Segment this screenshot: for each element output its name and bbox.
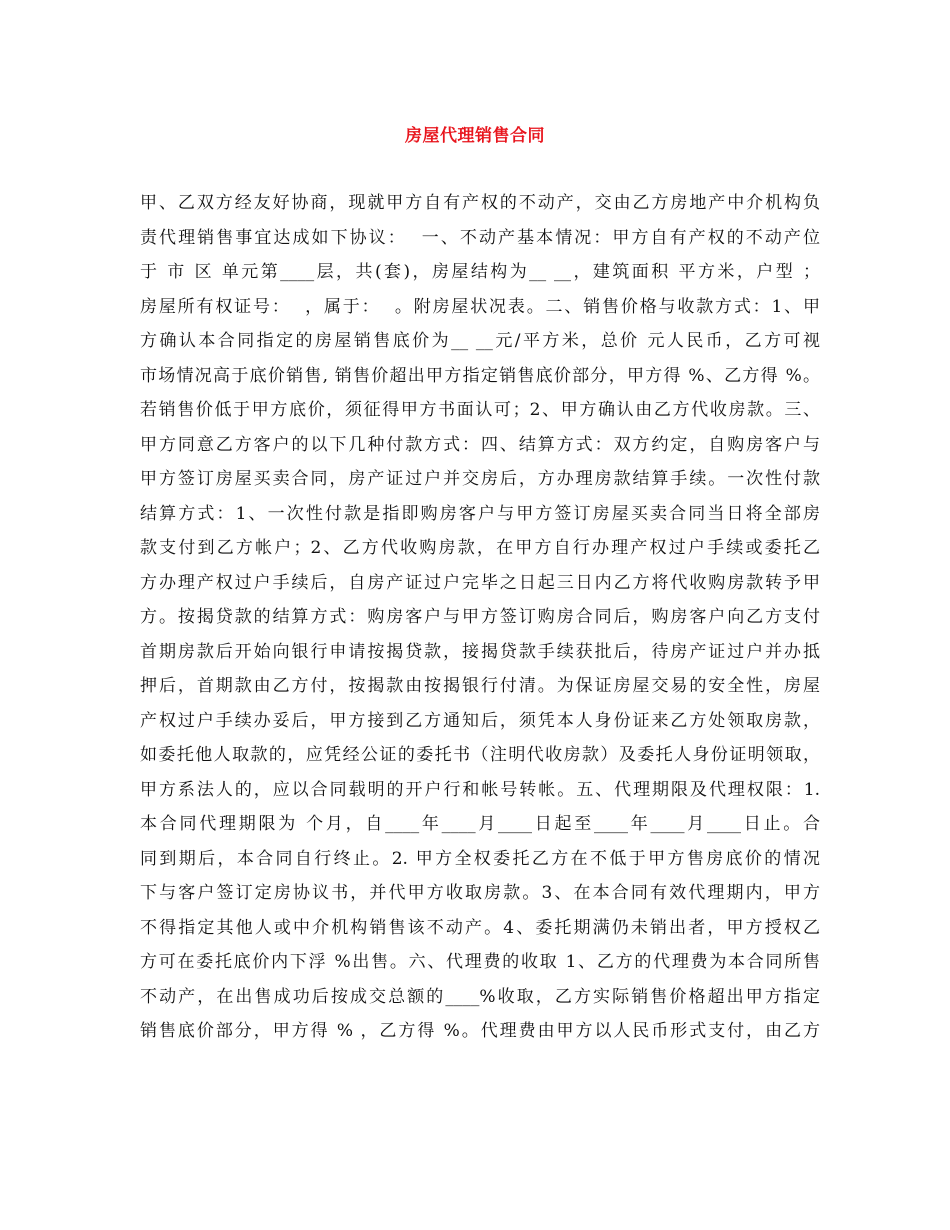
document-title: 房屋代理销售合同: [405, 126, 545, 146]
body-line: 首期房款后开始向银行申请按揭贷款，接揭贷款手续获批后，待房产证过户并办抵: [140, 641, 820, 662]
body-line: 于 市 区 单元第____层，共(套)，房屋结构为__ __，建筑面积 平方米，户型 ；: [140, 262, 820, 282]
body-line: 如委托他人取款的，应凭经公证的委托书（注明代收房款）及委托人身份证明领取，: [140, 745, 820, 765]
body-line: 房屋所有权证号： ，属于： 。附房屋状况表。二、销售价格与收款方式：1、甲: [140, 296, 820, 317]
body-line: 方办理产权过户手续后，自房产证过户完毕之日起三日内乙方将代收购房款转予甲: [140, 572, 820, 593]
body-line: 方可在委托底价内下浮 %出售。六、代理费的收取 1、乙方的代理费为本合同所售: [140, 952, 820, 972]
body-line: 方确认本合同指定的房屋销售底价为__ __元/平方米，总价 元人民币，乙方可视: [140, 331, 820, 351]
body-line: 同到期后，本合同自行终止。2. 甲方全权委托乙方在不低于甲方售房底价的情况: [140, 848, 820, 869]
body-line: 甲方签订房屋买卖合同，房产证过户并交房后，方办理房款结算手续。一次性付款: [140, 469, 820, 489]
body-line: 甲方系法人的，应以合同载明的开户行和帐号转帐。五、代理期限及代理权限：1.: [140, 779, 820, 800]
body-line: 甲、乙双方经友好协商，现就甲方自有产权的不动产，交由乙方房地产中介机构负: [140, 193, 820, 213]
body-line: 销售底价部分，甲方得 % ，乙方得 %。代理费由甲方以人民币形式支付，由乙方: [140, 1021, 820, 1041]
body-line: 不得指定其他人或中介机构销售该不动产。4、委托期满仍未销出者，甲方授权乙: [140, 917, 820, 938]
body-line: 责代理销售事宜达成如下协议： 一、不动产基本情况：甲方自有产权的不动产位: [140, 227, 820, 248]
body-line: 甲方同意乙方客户的以下几种付款方式：四、结算方式：双方约定，自购房客户与: [140, 434, 820, 455]
body-line: 押后，首期款由乙方付，按揭款由按揭银行付清。为保证房屋交易的安全性，房屋: [140, 676, 820, 696]
contract-body: [140, 191, 820, 1054]
body-line: 产权过户手续办妥后，甲方接到乙方通知后，须凭本人身份证来乙方处领取房款，: [140, 710, 820, 731]
body-line: 市场情况高于底价销售, 销售价超出甲方指定销售底价部分，甲方得 %、乙方得 %。: [140, 365, 820, 386]
body-line: 方。按揭贷款的结算方式：购房客户与甲方签订购房合同后，购房客户向乙方支付: [140, 607, 820, 627]
body-line: 不动产，在出售成功后按成交总额的____%收取，乙方实际销售价格超出甲方指定: [140, 986, 820, 1007]
body-line: 下与客户签订定房协议书，并代甲方收取房款。3、在本合同有效代理期内，甲方: [140, 883, 820, 903]
body-line: 款支付到乙方帐户；2、乙方代收购房款，在甲方自行办理产权过户手续或委托乙: [140, 538, 820, 558]
body-line: 若销售价低于甲方底价，须征得甲方书面认可；2、甲方确认由乙方代收房款。三、: [140, 400, 820, 420]
body-line: 本合同代理期限为 个月，自____年____月____日起至____年____月____日止。合: [140, 814, 820, 834]
body-line: 结算方式：1、一次性付款是指即购房客户与甲方签订房屋买卖合同当日将全部房: [140, 503, 820, 524]
